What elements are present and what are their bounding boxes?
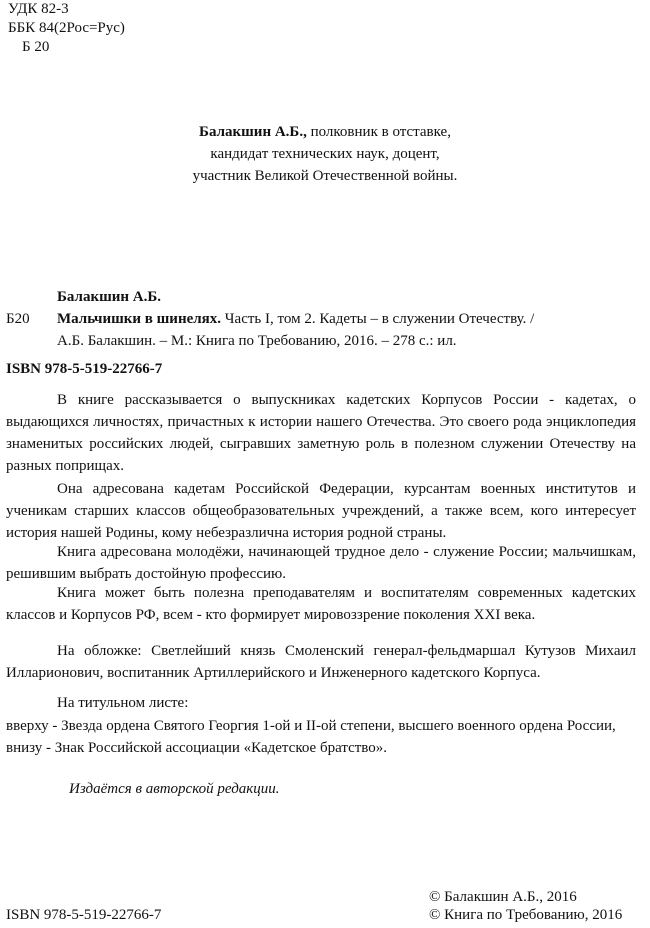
entry-author: Балакшин А.Б. [57, 289, 162, 305]
copyright-author: © Балакшин А.Б., 2016 [429, 889, 577, 905]
annotation-text-3: Книга адресована молодёжи, начинающей трудное дело - служение России; мальчишкам, решившим выбрать достойную профессию. [6, 544, 636, 582]
cover-note [6, 640, 636, 684]
edition-note: Издаётся в авторской редакции. [69, 781, 280, 797]
copyright-publisher: © Книга по Требованию, 2016 [429, 907, 623, 923]
cover-note-text: На обложке: Светлейший князь Смоленский генерал-фельдмаршал Кутузов Михаил Илларионович, воспитанник Артиллерийского и Инженерного кадетского Корпуса. [6, 643, 636, 681]
classification-block [8, 0, 125, 57]
annotation-paragraph-4 [6, 582, 636, 626]
annotation-paragraph-2 [6, 478, 636, 544]
title-page-label: На титульном листе: [57, 695, 189, 711]
author-note-rank: полковник в отставке, [306, 124, 451, 140]
author-mark: Б 20 [22, 39, 50, 55]
entry-title-line [57, 308, 534, 330]
author-note-line-3: участник Великой Отечественной войны. [192, 168, 458, 184]
author-note [0, 121, 650, 187]
annotation-paragraph-3 [6, 541, 636, 585]
annotation-text-1: В книге рассказывается о выпускниках кадетских Корпусов России - кадетах, о выдающихся личностях, причастных к истории нашего Отечества. Это своего рода энциклопедия знаменитых российских людей, сыгравших заметную роль в полезном служении Отечеству на разных поприщах. [6, 392, 636, 474]
author-note-line-1 [0, 121, 650, 143]
annotation-paragraph-1 [6, 389, 636, 477]
entry-code: Б20 [6, 311, 30, 327]
entry-imprint: А.Б. Балакшин. – М.: Книга по Требованию, 2016. – 278 с.: ил. [57, 333, 457, 349]
annotation-text-2: Она адресована кадетам Российской Федерации, курсантам военных институтов и ученикам старших классов общеобразовательных учреждений, а также всем, кого интересует история нашей Родины, кому небезразлична история родной страны. [6, 481, 636, 541]
entry-title: Мальчишки в шинелях. [57, 311, 222, 327]
title-page-text: вверху - Звезда ордена Святого Георгия 1-ой и II-ой степени, высшего военного ордена России, внизу - Знак Российской ассоциации «Кадетское братство». [6, 718, 616, 756]
entry-title-rest: Часть I, том 2. Кадеты – в служении Отечеству. / [221, 311, 535, 327]
bbk-code: ББК 84(2Рос=Рус) [8, 20, 125, 36]
author-note-name: Балакшин А.Б., [199, 124, 307, 140]
isbn-top: ISBN 978-5-519-22766-7 [6, 361, 163, 377]
udk-code: УДК 82-3 [8, 1, 69, 17]
annotation-text-4: Книга может быть полезна преподавателям и воспитателям современных кадетских классов и Корпусов РФ, всем - кто формирует мировоззрение поколения XXI века. [6, 585, 636, 623]
author-note-line-2: кандидат технических наук, доцент, [210, 146, 440, 162]
isbn-bottom: ISBN 978-5-519-22766-7 [6, 907, 162, 923]
